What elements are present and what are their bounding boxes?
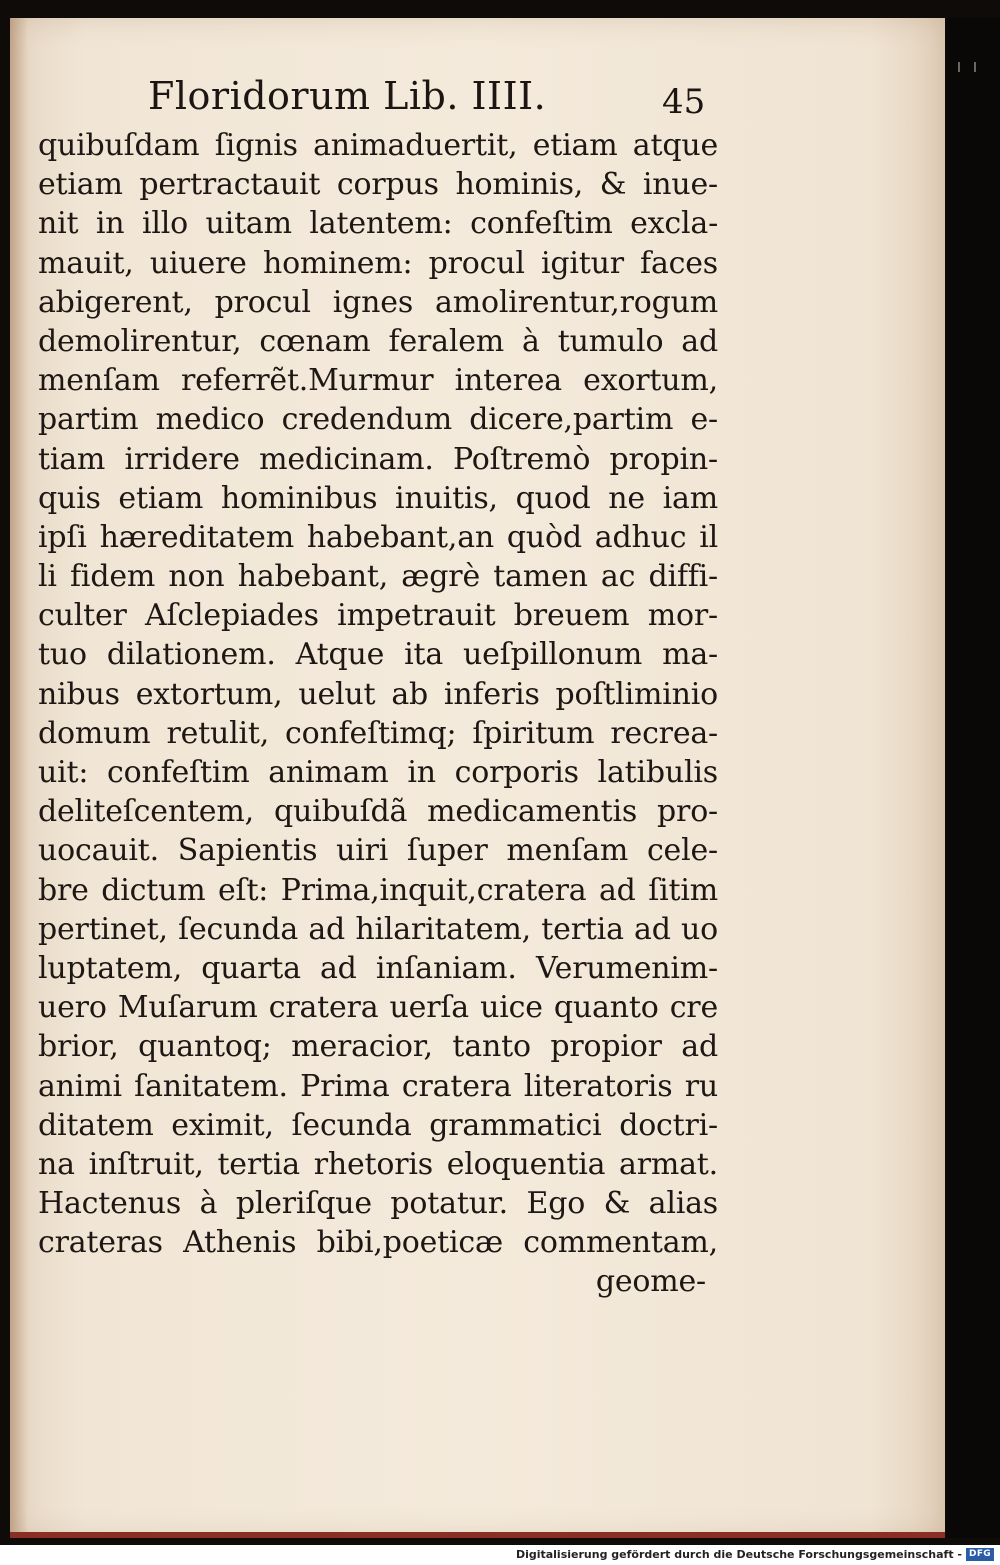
text-line: nibus extortum, uelut ab inferis poſtliminio [38, 676, 718, 712]
text-line: abigerent, procul ignes amolirentur,rogum [38, 284, 718, 320]
text-line: quis etiam hominibus inuitis, quod ne iam [38, 480, 718, 516]
text-line: nit in illo uitam latentem: confeſtim excla- [38, 206, 718, 242]
text-line: partim medico credendum dicere,partim e- [38, 402, 718, 438]
text-line: crateras Athenis bibi,poeticæ commentam, [38, 1225, 718, 1261]
text-line: tuo dilationem. Atque ita ueſpillonum ma- [38, 637, 718, 673]
book-page [10, 18, 945, 1538]
text-line: etiam pertractauit corpus hominis, & inue- [38, 167, 718, 203]
page-number: 45 [662, 82, 706, 122]
text-line: uero Muſarum cratera uerſa uice quanto cre [38, 990, 718, 1026]
ruler-tick [974, 62, 976, 72]
dfg-credit-text: Digitalisierung gefördert durch die Deutsche Forschungsgemeinschaft - [515, 1548, 962, 1561]
body-text [38, 126, 718, 1302]
text-line: pertinet, ſecunda ad hilaritatem, tertia ad uo [38, 911, 718, 947]
text-line: quibuſdam ſignis animaduertit, etiam atque [38, 128, 718, 163]
text-line: culter Aſclepiades impetrauit breuem mor- [38, 598, 718, 634]
digitization-footer [0, 1545, 1000, 1565]
text-line: li fidem non habebant, ægrè tamen ac diffi- [38, 559, 718, 595]
ruler-tick [958, 62, 960, 72]
catchword: geome- [595, 1264, 706, 1300]
scan-margin-right [946, 18, 1000, 1538]
text-line: Hactenus à pleriſque potatur. Ego & alias [38, 1186, 718, 1222]
text-line: bre dictum eſt: Prima,inquit,cratera ad ſitim [38, 872, 718, 908]
text-line: animi ſanitatem. Prima cratera literatoris ru [38, 1068, 718, 1104]
text-line: menſam referrẽt.Murmur interea exortum, [38, 363, 718, 399]
text-line: deliteſcentem, quibuſdã medicamentis pro- [38, 794, 718, 830]
text-line: uit: confeſtim animam in corporis latibulis [38, 755, 718, 790]
text-line: brior, quantoq; meracior, tanto propior ad [38, 1029, 718, 1065]
text-line: na inſtruit, tertia rhetoris eloquentia armat. [38, 1146, 718, 1182]
text-line: ditatem eximit, ſecunda grammatici doctri- [38, 1107, 718, 1143]
running-head: Floridorum Lib. IIII. [148, 74, 547, 118]
text-line: demolirentur, cœnam feralem à tumulo ad [38, 323, 718, 359]
text-line: domum retulit, confeſtimq; ſpiritum recrea- [38, 715, 718, 751]
text-line: tiam irridere medicinam. Poſtremò propin- [38, 441, 718, 477]
dfg-logo-icon: DFG [966, 1548, 994, 1561]
text-line: mauit, uiuere hominem: procul igitur faces [38, 245, 718, 281]
text-line: uocauit. Sapientis uiri ſuper menſam cele- [38, 833, 718, 869]
text-line: ipſi hæreditatem habebant,an quòd adhuc il [38, 519, 718, 555]
text-line: luptatem, quarta ad inſaniam. Verumenim- [38, 950, 718, 986]
